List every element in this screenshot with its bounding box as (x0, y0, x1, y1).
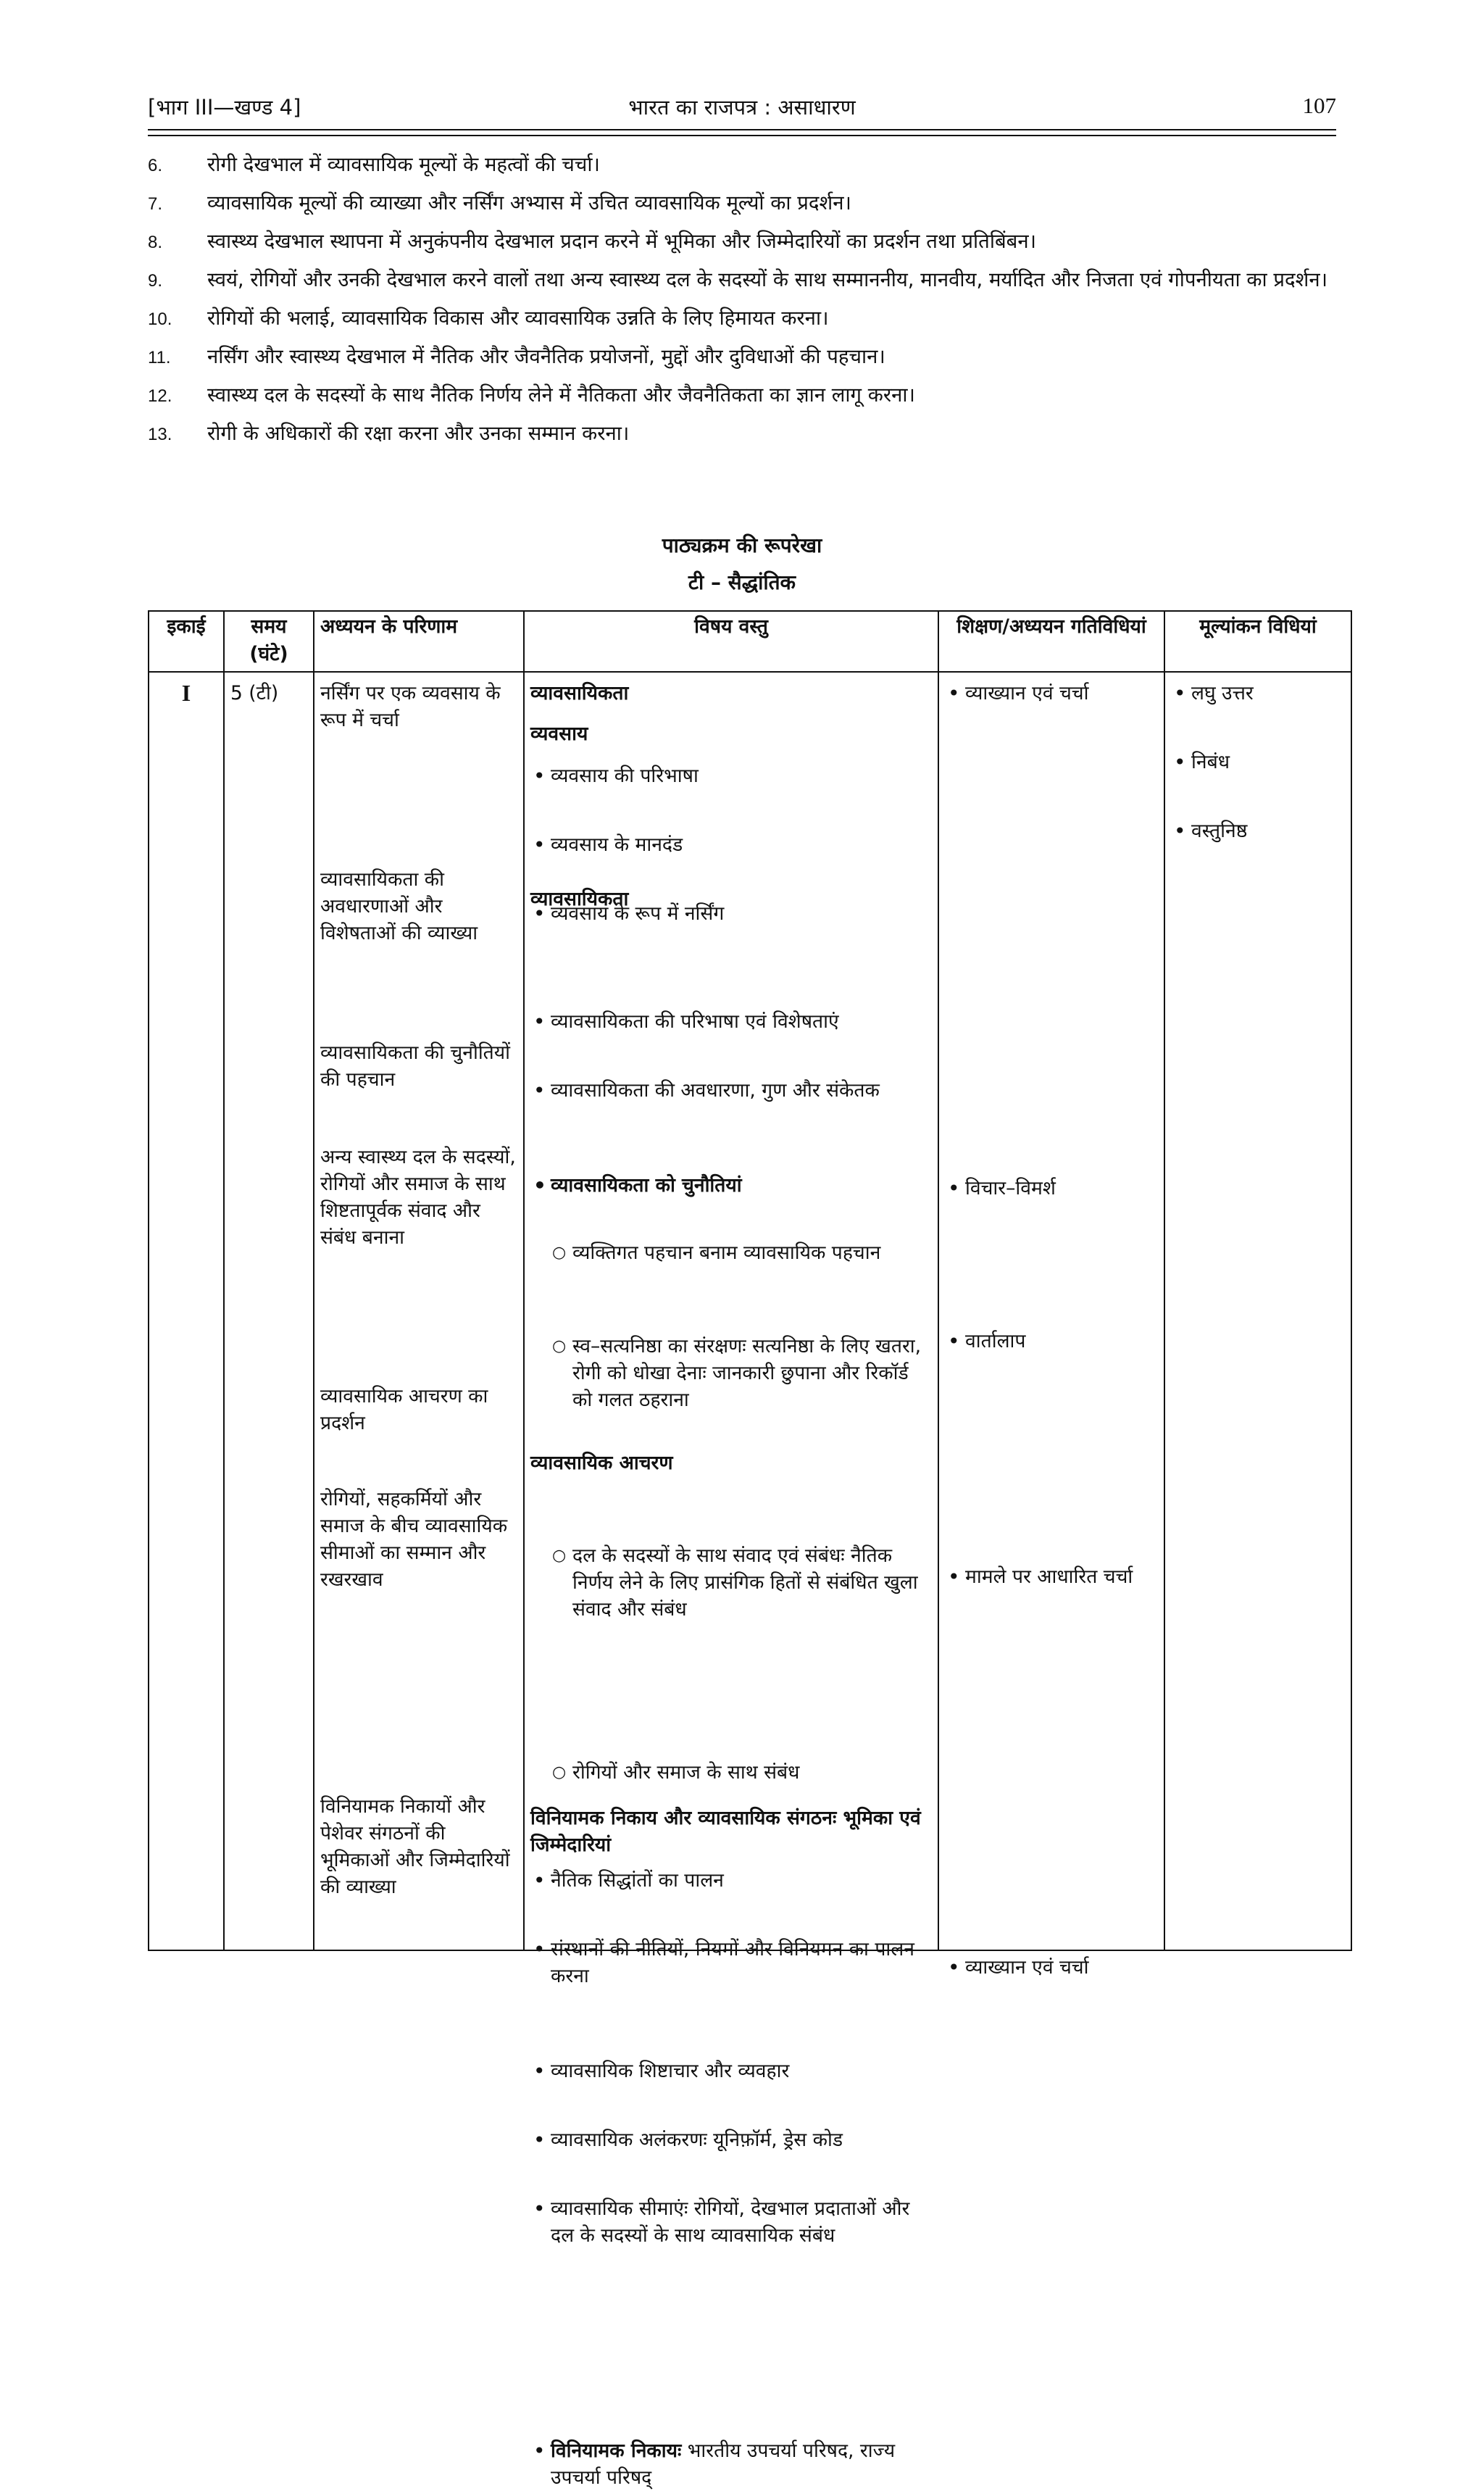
activities-cell (938, 672, 1164, 1979)
outcome-text: व्यावसायिकता की चुनौतियों की पहचान (320, 1041, 511, 1091)
item-text: नर्सिंग और स्वास्थ्य देखभाल में नैतिक और जैवनैतिक प्रयोजनों, मुद्दों और दुविधाओं की पहचान। (207, 345, 885, 368)
page-header (148, 93, 1336, 125)
item-text: व्यावसायिक मूल्यों की व्याख्या और नर्सिंग अभ्यास में उचित व्यावसायिक मूल्यों का प्रदर्शन। (207, 191, 851, 215)
outcome-list (148, 151, 1343, 458)
item-number: 12. (148, 386, 172, 406)
content-sub-item: ○ दल के सदस्यों के साथ संवाद एवं संबंधः नैतिक निर्णय लेने के लिए प्रासंगिक हितों से संबंधित खुला संवाद और संबंध (530, 1542, 932, 1623)
list-item (148, 420, 1343, 447)
assessment-item: • वस्तुनिष्ठ (1171, 818, 1345, 844)
course-outline-title: पाठ्यक्रम की रूपरेखा (662, 533, 822, 557)
content-bullet: • व्यवसाय के रूप में नर्सिंग (530, 900, 932, 927)
content-cell (524, 672, 938, 2489)
table-row (149, 672, 1351, 1950)
list-item (148, 381, 1343, 409)
col-header-time: समय (घंटे) (224, 611, 314, 672)
content-bullet: • व्यावसायिक शिष्टाचार और व्यवहार (530, 2058, 932, 2084)
content-sub-item: ○ रोगियों और समाज के साथ संबंध (530, 1759, 932, 1786)
col-header-outcomes: अध्ययन के परिणाम (314, 611, 524, 672)
item-number: 6. (148, 156, 163, 175)
page-number: 107 (1302, 93, 1336, 118)
list-item (148, 189, 1343, 217)
item-text: रोगी के अधिकारों की रक्षा करना और उनका सम्मान करना। (207, 422, 630, 445)
assessment-item: • निबंध (1171, 749, 1345, 775)
outcomes-cell (314, 672, 524, 1950)
header-rule-bottom (148, 135, 1336, 136)
content-bullet: • व्यावसायिकता की परिभाषा एवं विशेषताएं (530, 1008, 932, 1035)
list-item (148, 343, 1343, 370)
item-number: 11. (148, 348, 171, 367)
activity-item: • वार्तालाप (945, 1328, 1158, 1355)
content-heading: व्यावसायिकता (530, 888, 629, 910)
list-item (148, 228, 1343, 255)
list-item (148, 266, 1343, 294)
outcome-text: अन्य स्वास्थ्य दल के सदस्यों, रोगियों और समाज के साथ शिष्टतापूर्वक संवाद और संबंध बनाना (320, 1146, 516, 1249)
content-bullet: • व्यावसायिकता को चुनौतियां (530, 1172, 932, 1199)
content-heading: व्यावसायिकता (530, 682, 629, 704)
item-text: स्वयं, रोगियों और उनकी देखभाल करने वालों तथा अन्य स्वास्थ्य दल के सदस्यों के साथ सम्माननीय, मानवीय, मर्यादित और निजता एवं गोपनीयता का प्रदर्शन। (207, 268, 1328, 291)
gazette-title: भारत का राजपत्र : असाधारण (628, 95, 856, 120)
table-header-row (149, 611, 1351, 672)
col-header-activities: शिक्षण/अध्ययन गतिविधियां (938, 611, 1164, 672)
content-heading: विनियामक निकाय और व्यावसायिक संगठनः भूमिका एवं जिम्मेदारियां (530, 1807, 921, 1856)
content-heading: व्यवसाय (530, 723, 588, 745)
outcome-text: व्यावसायिक आचरण का प्रदर्शन (320, 1385, 488, 1434)
outcome-text: विनियामक निकायों और पेशेवर संगठनों की भूमिकाओं और जिम्मेदारियों की व्याख्या (320, 1795, 510, 1898)
item-text: रोगी देखभाल में व्यावसायिक मूल्यों के महत्वों की चर्चा। (207, 153, 600, 176)
outcome-text: नर्सिंग पर एक व्यवसाय के रूप में चर्चा (320, 682, 501, 731)
content-heading: व्यावसायिक आचरण (530, 1452, 673, 1474)
syllabus-table (148, 610, 1352, 2489)
activity-item: • व्याख्यान एवं चर्चा (945, 1954, 1158, 1981)
header-rule-top (148, 129, 1336, 130)
activity-item: • व्याख्यान एवं चर्चा (945, 680, 1158, 707)
content-bullet: • व्यवसाय की परिभाषा (530, 762, 932, 789)
assessment-cell (1164, 672, 1351, 1950)
content-bullet: • संस्थानों की नीतियों, नियमों और विनियमन का पालन करना (530, 1936, 932, 1989)
unit-number: I (181, 680, 191, 706)
list-item (148, 304, 1343, 332)
list-item (148, 151, 1343, 178)
assessment-item: • लघु उत्तर (1171, 680, 1345, 707)
part-section-label: [भाग III—खण्ड 4] (148, 95, 301, 120)
time-value: 5 (टी) (230, 682, 279, 704)
activity-item: • मामले पर आधारित चर्चा (945, 1563, 1158, 1590)
item-text: रोगियों की भलाई, व्यावसायिक विकास और व्यावसायिक उन्नति के लिए हिमायत करना। (207, 307, 829, 330)
outcome-text: रोगियों, सहकर्मियों और समाज के बीच व्यावसायिक सीमाओं का सम्मान और रखरखाव (320, 1488, 508, 1591)
item-number: 10. (148, 309, 172, 329)
activity-item: • विचार–विमर्श (945, 1175, 1158, 1202)
content-bullet (530, 2437, 932, 2491)
content-bullet-bold: विनियामक निकायः (551, 2440, 682, 2462)
item-text: स्वास्थ्य देखभाल स्थापना में अनुकंपनीय देखभाल प्रदान करने में भूमिका और जिम्मेदारियों का प्रदर्शन तथा प्रतिबिंबन। (207, 230, 1037, 253)
content-bullet: • व्यावसायिकता की अवधारणा, गुण और संकेतक (530, 1077, 932, 1104)
col-header-unit: इकाई (149, 611, 224, 672)
item-number: 7. (148, 194, 163, 214)
content-bullet: • नैतिक सिद्धांतों का पालन (530, 1867, 932, 1894)
content-bullet: • व्यावसायिक अलंकरणः यूनिफ़ॉर्म, ड्रेस कोड (530, 2126, 932, 2153)
unit-cell (149, 672, 224, 1950)
content-bullet-rest: भारतीय उपचर्या परिषद, राज्य उपचर्या परिषद् (551, 2440, 896, 2489)
content-sub-item: ○ व्यक्तिगत पहचान बनाम व्यावसायिक पहचान (530, 1239, 932, 1266)
time-cell (224, 672, 314, 1950)
item-number: 8. (148, 233, 163, 252)
item-number: 9. (148, 271, 163, 291)
content-bullet: • व्यवसाय के मानदंड (530, 831, 932, 858)
item-number: 13. (148, 425, 172, 444)
outcome-text: व्यावसायिकता की अवधारणाओं और विशेषताओं की व्याख्या (320, 868, 478, 944)
course-outline-subtitle: टी – सैद्धांतिक (688, 570, 796, 594)
item-text: स्वास्थ्य दल के सदस्यों के साथ नैतिक निर्णय लेने में नैतिकता और जैवनैतिकता का ज्ञान लागू करना। (207, 383, 915, 407)
col-header-assessment: मूल्यांकन विधियां (1164, 611, 1351, 672)
content-bullet: • व्यावसायिक सीमाएंः रोगियों, देखभाल प्रदाताओं और दल के सदस्यों के साथ व्यावसायिक संबंध (530, 2195, 932, 2249)
col-header-content: विषय वस्तु (524, 611, 938, 672)
content-sub-item: ○ स्व–सत्यनिष्ठा का संरक्षणः सत्यनिष्ठा के लिए खतरा, रोगी को धोखा देनाः जानकारी छुपाना और रिकॉर्ड को गलत ठहराना (530, 1333, 932, 1413)
